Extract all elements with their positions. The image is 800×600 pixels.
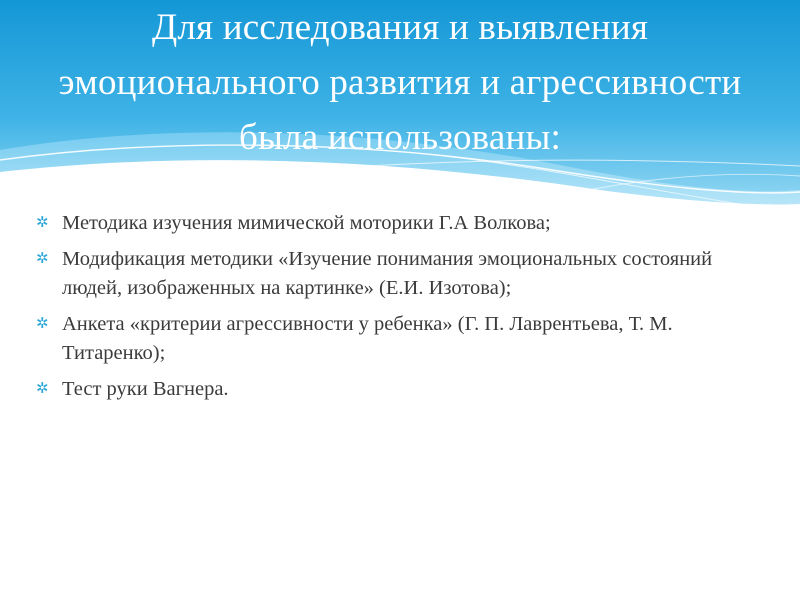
- asterisk-bullet-icon: ✲: [36, 316, 49, 332]
- title-banner: [0, 0, 800, 215]
- asterisk-bullet-icon: ✲: [36, 381, 49, 397]
- list-item: [36, 245, 756, 303]
- bullet-list: [36, 209, 756, 411]
- list-item-text: Методика изучения мимической моторики Г.А Волкова;: [62, 212, 551, 234]
- list-item: [36, 375, 756, 404]
- list-item-text: Анкета «критерии агрессивности у ребенка» (Г. П. Лаврентьева, Т. М. Титаренко);: [62, 313, 673, 364]
- asterisk-bullet-icon: ✲: [36, 251, 49, 267]
- slide-title: Для исследования и выявления эмоционального развития и агрессивности была использованы:: [58, 7, 742, 158]
- list-item-text: Тест руки Вагнера.: [62, 378, 229, 400]
- asterisk-bullet-icon: ✲: [36, 215, 49, 231]
- list-item: [36, 310, 756, 368]
- list-item-text: Модификация методики «Изучение понимания эмоциональных состояний людей, изображенных на картинке» (Е.И. Изотова);: [62, 248, 713, 299]
- list-item: [36, 209, 756, 238]
